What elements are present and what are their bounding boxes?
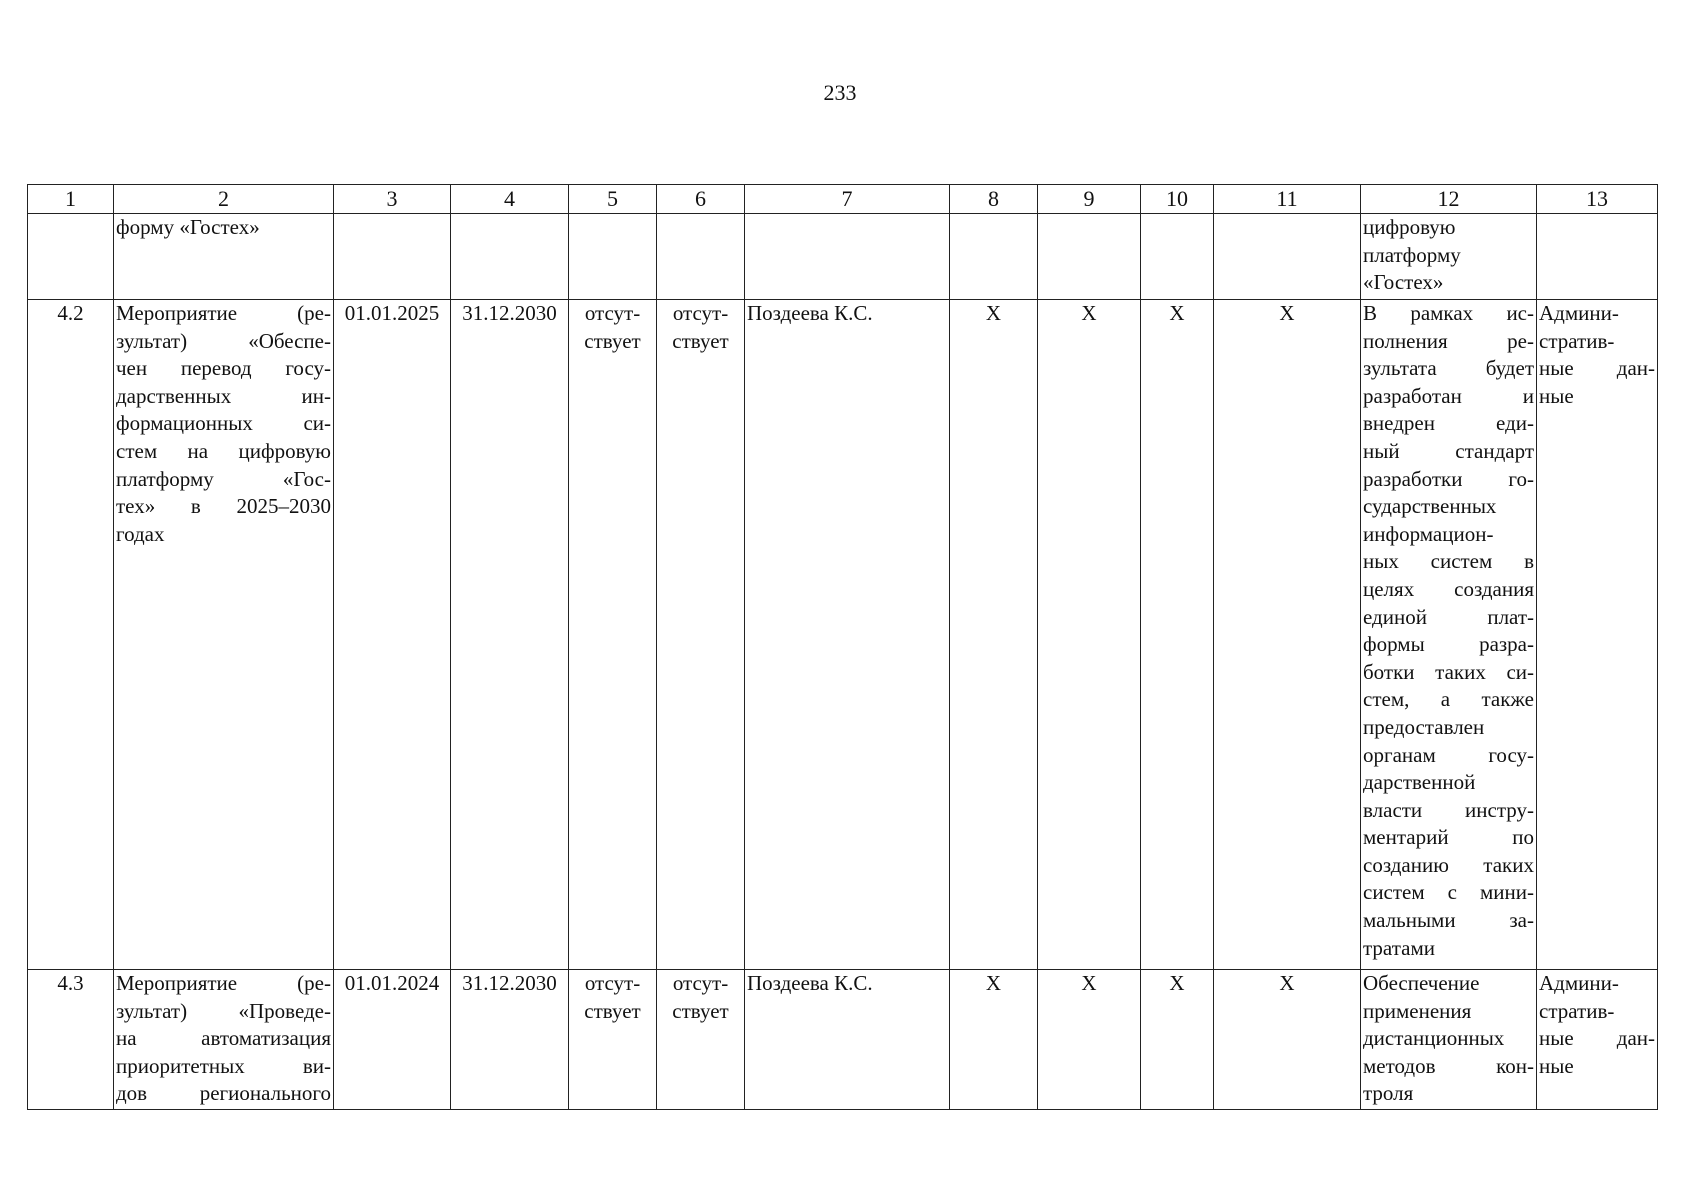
col11-cell: Х [1214, 300, 1361, 970]
end-date-cell: 31.12.2030 [451, 300, 569, 970]
text-line: дарственной [1363, 770, 1476, 795]
responsible-cell: Поздеева К.С. [745, 300, 950, 970]
text-line: Мероприятие (ре- [116, 301, 331, 325]
text-line: целях создания [1363, 576, 1534, 601]
text-line: разработан и [1363, 383, 1534, 408]
text-line: на автоматизация [116, 1026, 331, 1051]
text-line: формационных си- [116, 411, 331, 436]
text-line: ствует [584, 328, 641, 353]
col5-cell [569, 970, 657, 1110]
text-line: ные дан- [1539, 1026, 1655, 1051]
text-line: стем на цифровую [116, 438, 331, 463]
end-date-cell: 31.12.2030 [451, 970, 569, 1110]
text-line: полнения ре- [1363, 328, 1534, 353]
text-line: ные дан- [1539, 356, 1655, 381]
text-line: формы разра- [1363, 632, 1534, 657]
result-cell [1361, 300, 1537, 970]
text-line: систем с мини- [1363, 880, 1534, 905]
col6-cell [657, 970, 745, 1110]
text-line: стем, а также [1363, 687, 1534, 712]
header-cell: 1 [28, 185, 114, 214]
text-line: методов кон- [1363, 1053, 1534, 1078]
col10-cell: Х [1141, 300, 1214, 970]
text-line: информацион- [1363, 521, 1494, 546]
text-line: сударственных [1363, 494, 1497, 519]
measure-name-cell: форму «Гостех» [114, 214, 334, 300]
page-number: 233 [823, 80, 857, 105]
col8-cell: Х [950, 300, 1038, 970]
text-line: зультат) «Обеспе- [116, 328, 331, 353]
text-line: чен перевод госу- [116, 356, 331, 381]
row-number-cell: 4.3 [28, 970, 114, 1110]
header-cell: 12 [1361, 185, 1537, 214]
header-cell: 4 [451, 185, 569, 214]
text-line: разработки го- [1363, 466, 1534, 491]
text-line: Мероприятие (ре- [116, 971, 331, 995]
text-line: ный стандарт [1363, 438, 1534, 463]
text-line: стратив- [1539, 998, 1615, 1023]
header-cell: 3 [334, 185, 451, 214]
text-line: мальными за- [1363, 908, 1534, 933]
text-line: отсут- [584, 301, 641, 325]
text-line: органам госу- [1363, 742, 1534, 767]
text-line: дарственных ин- [116, 383, 331, 408]
text-line: Обеспечение [1363, 971, 1480, 995]
text-line: «Гостех» [1363, 270, 1444, 295]
text-line: зультата будет [1363, 356, 1534, 381]
text-line: отсут- [672, 301, 729, 325]
header-cell: 6 [657, 185, 745, 214]
text-line: ные [1539, 1053, 1574, 1078]
table-header-row [28, 185, 1658, 214]
table-row [28, 300, 1658, 970]
result-cell [1361, 970, 1537, 1110]
start-date-cell: 01.01.2024 [334, 970, 451, 1110]
text-line: предоставлен [1363, 714, 1485, 739]
text-line: тех» в 2025–2030 [116, 494, 331, 519]
text-line: отсут- [672, 971, 729, 995]
text-line: созданию таких [1363, 852, 1534, 877]
text-line: ботки таких си- [1363, 659, 1534, 684]
text-line: приоритетных ви- [116, 1053, 331, 1078]
measure-name-cell [114, 300, 334, 970]
text-line: платформу «Гос- [116, 466, 331, 491]
text-line: цифровую [1363, 215, 1456, 239]
col8-cell: Х [950, 970, 1038, 1110]
header-cell: 13 [1537, 185, 1658, 214]
text-line: единой плат- [1363, 604, 1534, 629]
header-cell: 7 [745, 185, 950, 214]
col9-cell: Х [1038, 300, 1141, 970]
col5-cell [569, 300, 657, 970]
text-line: платформу [1363, 242, 1461, 267]
text-line: ствует [672, 328, 729, 353]
text-line: ствует [672, 998, 729, 1023]
text-line: дов регионального [116, 1081, 331, 1106]
responsible-cell: Поздеева К.С. [745, 970, 950, 1110]
measures-table [27, 184, 1658, 1110]
header-cell: 2 [114, 185, 334, 214]
text-line: Админи- [1539, 301, 1619, 325]
row-number-cell: 4.2 [28, 300, 114, 970]
row-number-cell [28, 214, 114, 300]
text-line: тратами [1363, 935, 1435, 960]
text-line: отсут- [584, 971, 641, 995]
table-row [28, 970, 1658, 1110]
header-cell: 5 [569, 185, 657, 214]
measure-name-cell [114, 970, 334, 1110]
header-cell: 9 [1038, 185, 1141, 214]
text-line: дистанционных [1363, 1026, 1505, 1051]
header-cell: 11 [1214, 185, 1361, 214]
text-line: годах [116, 521, 165, 546]
col11-cell: Х [1214, 970, 1361, 1110]
text-line: внедрен еди- [1363, 411, 1534, 436]
col9-cell: Х [1038, 970, 1141, 1110]
data-source-cell [1537, 300, 1658, 970]
text-line: зультат) «Проведе- [116, 998, 331, 1023]
data-source-cell [1537, 970, 1658, 1110]
text-line: троля [1363, 1081, 1414, 1106]
header-cell: 10 [1141, 185, 1214, 214]
text-line: власти инстру- [1363, 797, 1534, 822]
text-line: Админи- [1539, 971, 1619, 995]
col10-cell: Х [1141, 970, 1214, 1110]
header-cell: 8 [950, 185, 1038, 214]
col6-cell [657, 300, 745, 970]
text-line: стратив- [1539, 328, 1615, 353]
text-line: В рамках ис- [1363, 301, 1534, 325]
text-line: применения [1363, 998, 1472, 1023]
text-line: ных систем в [1363, 549, 1534, 574]
text-line: ствует [584, 998, 641, 1023]
start-date-cell: 01.01.2025 [334, 300, 451, 970]
table-row-continuation [28, 214, 1658, 300]
text-line: ментарий по [1363, 825, 1534, 850]
result-cell [1361, 214, 1537, 300]
text-line: ные [1539, 383, 1574, 408]
